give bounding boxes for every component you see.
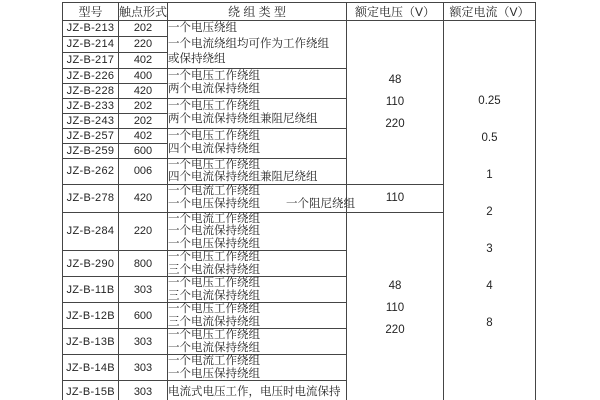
col-header-rated-current: 额定电流（V） xyxy=(444,3,536,21)
model-cell: JZ-B-12B xyxy=(63,303,119,329)
contact-form-cell: 303 xyxy=(119,277,168,303)
winding-cell xyxy=(168,184,355,212)
winding-cell xyxy=(168,98,347,128)
winding-line: 一个电流保持绕组 xyxy=(168,225,260,237)
winding-line: 一个电压保持绕组 xyxy=(168,237,260,250)
winding-cell xyxy=(168,251,347,277)
winding-line xyxy=(168,198,355,212)
current-value: 2 xyxy=(486,205,493,218)
model-cell: JZ-B-214 xyxy=(63,36,119,52)
winding-line: 一个电压工作绕组 xyxy=(168,251,260,263)
winding-cell xyxy=(168,68,347,98)
voltage-value: 110 xyxy=(385,301,405,314)
voltage-value: 220 xyxy=(385,118,405,131)
model-cell: JZ-B-262 xyxy=(63,158,119,184)
model-cell: JZ-B-14B xyxy=(63,355,119,381)
model-cell: JZ-B-233 xyxy=(63,98,119,113)
winding-cell xyxy=(168,128,347,158)
contact-form-cell: 600 xyxy=(119,303,168,329)
winding-cell xyxy=(168,21,347,69)
voltage-cell xyxy=(347,212,444,400)
winding-line: 一个电压绕组 xyxy=(168,22,237,34)
voltage-value: 48 xyxy=(388,74,402,87)
current-cell xyxy=(444,21,536,400)
contact-form-cell: 303 xyxy=(119,381,168,400)
model-cell: JZ-B-257 xyxy=(63,128,119,143)
contact-form-cell: 600 xyxy=(119,143,168,158)
voltage-value: 48 xyxy=(388,279,402,292)
winding-line: 一个电压工作绕组 xyxy=(168,329,260,341)
model-cell: JZ-B-284 xyxy=(63,212,119,251)
contact-form-cell: 420 xyxy=(119,184,168,212)
current-value: 4 xyxy=(486,279,493,292)
model-cell: JZ-B-217 xyxy=(63,52,119,68)
relay-spec-table xyxy=(62,2,536,400)
voltage-value: 220 xyxy=(385,323,405,336)
contact-form-cell: 220 xyxy=(119,212,168,251)
col-header-contact-form: 触点形式 xyxy=(119,3,168,21)
model-cell: JZ-B-15B xyxy=(63,381,119,400)
winding-line: 一个电流保持绕组 xyxy=(168,341,260,354)
winding-line: 四个电流保持绕组兼阻尼绕组 xyxy=(168,171,318,183)
model-cell: JZ-B-213 xyxy=(63,21,119,37)
voltage-value: 110 xyxy=(385,96,405,109)
contact-form-cell: 420 xyxy=(119,83,168,98)
winding-line: 两个电流保持绕组 xyxy=(168,83,260,95)
winding-line: 一个电流工作绕组 xyxy=(168,184,260,197)
winding-line: 两个电流保持绕组兼阻尼绕组 xyxy=(168,113,318,125)
winding-cell xyxy=(168,355,347,381)
winding-line: 一个电压工作绕组 xyxy=(168,129,260,142)
winding-cell xyxy=(168,158,347,184)
winding-phrase: 一个阻尼绕组 xyxy=(286,198,355,210)
header-row xyxy=(63,3,536,21)
contact-form-cell: 400 xyxy=(119,68,168,83)
winding-line: 三个电流保持绕组 xyxy=(168,289,260,302)
col-header-rated-voltage: 额定电压（V） xyxy=(347,3,444,21)
current-value: 0.25 xyxy=(478,94,501,107)
winding-line: 一个电流绕组均可作为工作绕组 xyxy=(168,37,329,50)
winding-line: 电流式电压工作，电压时电流保持 xyxy=(168,385,341,398)
contact-form-cell: 220 xyxy=(119,36,168,52)
model-cell: JZ-B-228 xyxy=(63,83,119,98)
col-header-winding-type: 绕 组 类 型 xyxy=(168,3,347,21)
winding-cell xyxy=(168,303,347,329)
winding-line: 或保持绕组 xyxy=(168,53,226,65)
voltage-value: 110 xyxy=(385,192,405,204)
model-cell: JZ-B-278 xyxy=(63,184,119,212)
contact-form-cell: 202 xyxy=(119,113,168,128)
winding-phrase: 一个电压保持绕组 xyxy=(168,198,260,210)
winding-line: 一个电压工作绕组 xyxy=(168,303,260,315)
model-cell: JZ-B-13B xyxy=(63,329,119,355)
contact-form-cell: 402 xyxy=(119,128,168,143)
model-cell: JZ-B-290 xyxy=(63,251,119,277)
contact-form-cell: 202 xyxy=(119,98,168,113)
current-value: 1 xyxy=(486,168,493,181)
current-value: 8 xyxy=(486,316,493,329)
winding-line: 一个电压工作绕组 xyxy=(168,99,260,112)
winding-line: 一个电压工作绕组 xyxy=(168,158,260,171)
winding-line: 一个电流工作绕组 xyxy=(168,355,260,367)
winding-line: 三个电流保持绕组 xyxy=(168,263,260,276)
current-value: 3 xyxy=(486,242,493,255)
col-header-model: 型号 xyxy=(63,3,119,21)
voltage-cell xyxy=(347,184,444,212)
winding-line: 四个电流保持绕组 xyxy=(168,143,260,155)
model-cell: JZ-B-259 xyxy=(63,143,119,158)
model-cell: JZ-B-11B xyxy=(63,277,119,303)
contact-form-cell: 303 xyxy=(119,329,168,355)
model-cell: JZ-B-226 xyxy=(63,68,119,83)
contact-form-cell: 202 xyxy=(119,21,168,37)
contact-form-cell: 800 xyxy=(119,251,168,277)
contact-form-cell: 402 xyxy=(119,52,168,68)
winding-line: 一个电压工作绕组 xyxy=(168,69,260,82)
winding-line: 三个电流保持绕组 xyxy=(168,315,260,328)
model-cell: JZ-B-243 xyxy=(63,113,119,128)
table-row xyxy=(63,21,536,37)
contact-form-cell: 006 xyxy=(119,158,168,184)
winding-line: 一个电压工作绕组 xyxy=(168,277,260,289)
winding-cell xyxy=(168,277,347,303)
contact-form-cell: 303 xyxy=(119,355,168,381)
voltage-cell xyxy=(347,21,444,185)
winding-line: 一个电压保持绕组 xyxy=(168,367,260,380)
current-value: 0.5 xyxy=(481,131,498,144)
winding-line: 一个电流工作绕组 xyxy=(168,212,260,225)
winding-cell xyxy=(168,329,347,355)
winding-cell xyxy=(168,381,347,400)
winding-cell xyxy=(168,212,347,251)
